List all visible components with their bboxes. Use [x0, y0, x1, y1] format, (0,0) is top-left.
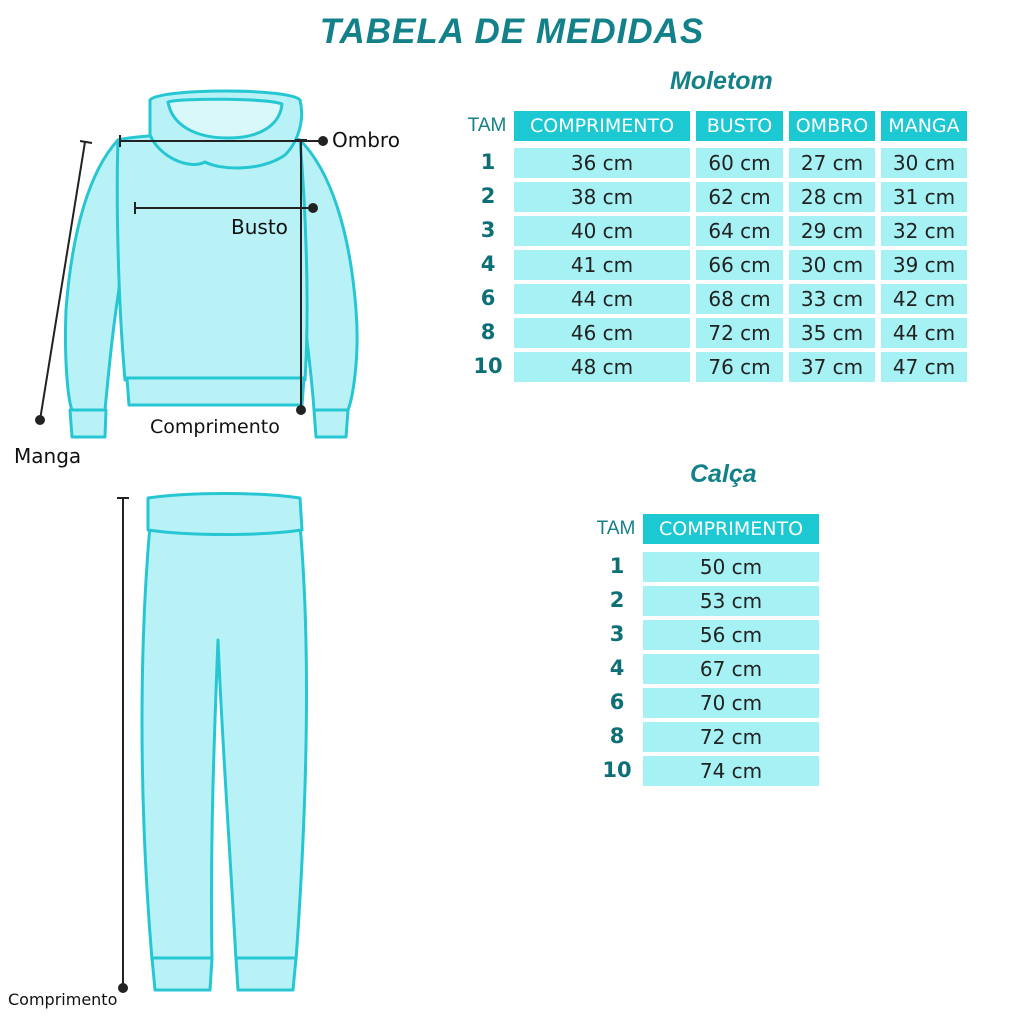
moletom-table-cell: 33 cm [789, 284, 875, 314]
moletom-table-cell: 44 cm [881, 318, 967, 348]
moletom-table-cell: 41 cm [514, 250, 690, 280]
calca-table-cell: 72 cm [643, 722, 819, 752]
moletom-table-cell: 40 cm [514, 216, 690, 246]
pants-illustration [100, 490, 360, 1010]
moletom-table-cell: 28 cm [789, 182, 875, 212]
calca-title: Calça [690, 460, 757, 488]
moletom-row-size: 1 [480, 150, 496, 174]
moletom-table-cell: 35 cm [789, 318, 875, 348]
moletom-table-cell: 66 cm [696, 250, 783, 280]
page-title: TABELA DE MEDIDAS [319, 12, 705, 51]
moletom-table-cell: 36 cm [514, 148, 690, 178]
moletom-row-size: 3 [480, 218, 496, 242]
moletom-table-cell: 68 cm [696, 284, 783, 314]
calca-table-cell: 70 cm [643, 688, 819, 718]
moletom-row-size: 8 [480, 320, 496, 344]
moletom-table-cell: 62 cm [696, 182, 783, 212]
moletom-table-cell: 60 cm [696, 148, 783, 178]
moletom-column-header: OMBRO [789, 111, 875, 141]
moletom-table-cell: 32 cm [881, 216, 967, 246]
calca-row-size: 6 [609, 690, 625, 714]
moletom-table-cell: 27 cm [789, 148, 875, 178]
moletom-column-header: COMPRIMENTO [514, 111, 690, 141]
calca-row-size: 4 [609, 656, 625, 680]
moletom-table-cell: 29 cm [789, 216, 875, 246]
label-busto: Busto [231, 215, 288, 239]
calca-row-size: 1 [609, 554, 625, 578]
moletom-table-cell: 37 cm [789, 352, 875, 382]
moletom-row-size: 10 [473, 354, 503, 378]
calca-table-cell: 50 cm [643, 552, 819, 582]
label-comprimento-moletom: Comprimento [150, 416, 280, 438]
calca-table-cell: 74 cm [643, 756, 819, 786]
moletom-table-cell: 47 cm [881, 352, 967, 382]
calca-table-cell: 67 cm [643, 654, 819, 684]
moletom-table-cell: 42 cm [881, 284, 967, 314]
moletom-table-cell: 76 cm [696, 352, 783, 382]
moletom-table-cell: 39 cm [881, 250, 967, 280]
moletom-table-cell: 30 cm [789, 250, 875, 280]
moletom-title: Moletom [670, 67, 773, 95]
moletom-table-cell: 72 cm [696, 318, 783, 348]
moletom-row-size: 4 [480, 252, 496, 276]
label-manga: Manga [14, 444, 82, 468]
moletom-table-cell: 38 cm [514, 182, 690, 212]
moletom-table-cell: 44 cm [514, 284, 690, 314]
calca-row-size: 8 [609, 724, 625, 748]
calca-tam-header: TAM [596, 518, 636, 539]
moletom-table-cell: 64 cm [696, 216, 783, 246]
calca-table-cell: 53 cm [643, 586, 819, 616]
label-ombro: Ombro [332, 128, 400, 152]
moletom-table-cell: 31 cm [881, 182, 967, 212]
calca-table-cell: 56 cm [643, 620, 819, 650]
moletom-tam-header: TAM [467, 115, 507, 136]
calca-row-size: 2 [609, 588, 625, 612]
moletom-column-header: BUSTO [696, 111, 783, 141]
moletom-table-cell: 30 cm [881, 148, 967, 178]
calca-column-header: COMPRIMENTO [643, 514, 819, 544]
moletom-table-cell: 46 cm [514, 318, 690, 348]
moletom-table-cell: 48 cm [514, 352, 690, 382]
calca-row-size: 10 [602, 758, 632, 782]
label-comprimento-calca: Comprimento [8, 990, 118, 1009]
moletom-row-size: 2 [480, 184, 496, 208]
calca-row-size: 3 [609, 622, 625, 646]
moletom-column-header: MANGA [881, 111, 967, 141]
moletom-row-size: 6 [480, 286, 496, 310]
